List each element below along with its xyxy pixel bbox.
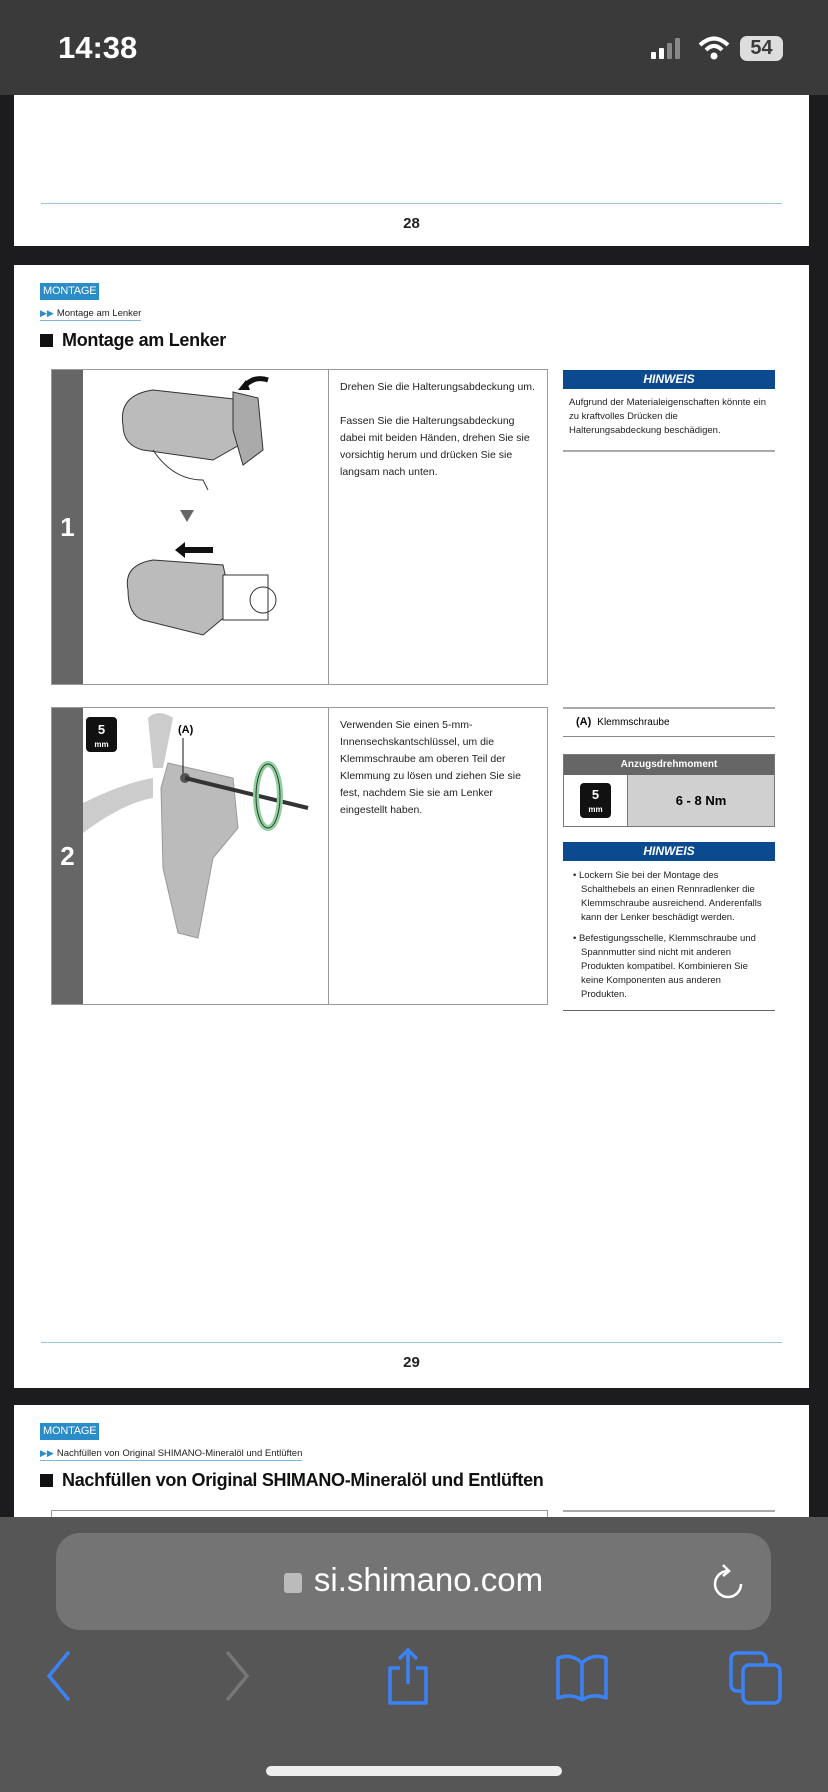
step-number: 1 — [52, 370, 83, 684]
divider — [563, 1510, 775, 1512]
forward-icon[interactable] — [224, 1650, 252, 1702]
parts-legend: (A) Klemmschraube — [563, 709, 775, 737]
page-heading: Nachfüllen von Original SHIMANO-Mineralöl und Entlüften — [40, 1470, 544, 1491]
wifi-icon — [698, 36, 730, 60]
signal-icon — [651, 38, 681, 60]
step-1-notice — [563, 370, 775, 452]
section-badge: MONTAGE — [40, 283, 99, 300]
hinweis-bullet: • Lockern Sie bei der Montage des Schalthebels an einen Rennradlenker die Klemmschraube ausreichend. Anderenfalls kann der Lenker beschädigt werden. — [573, 870, 762, 923]
instruction-text: Fassen Sie die Halterungsabdeckung dabei mit beiden Händen, drehen Sie sie vorsichtig herum und drücken Sie sie langsam nach unten. — [340, 415, 530, 478]
square-bullet-icon — [40, 334, 53, 347]
reload-icon[interactable] — [711, 1563, 745, 1601]
shift-lever-illustration — [83, 708, 329, 1006]
pdf-page-28 — [14, 95, 809, 246]
breadcrumb-link[interactable]: Montage am Lenker — [56, 308, 142, 319]
lever-hood-illustration — [83, 370, 329, 686]
hinweis-header: HINWEIS — [563, 370, 775, 389]
callout-label: (A) — [178, 724, 194, 736]
breadcrumb-link[interactable]: Nachfüllen von Original SHIMANO-Mineralöl und Entlüften — [56, 1448, 303, 1459]
hinweis-text: Aufgrund der Materialeigenschaften könnte ein zu kraftvolles Drücken die Halterungsabdeckung beschädigen. — [569, 397, 766, 436]
hinweis-list — [563, 861, 775, 1010]
step-1-illustration — [83, 370, 329, 684]
page-rule — [41, 1342, 782, 1343]
lock-icon — [284, 1573, 302, 1593]
double-arrow-icon: ▶▶ — [40, 308, 54, 318]
url-display[interactable]: si.shimano.com — [56, 1561, 771, 1599]
step-2-illustration — [83, 708, 329, 1004]
divider — [563, 450, 775, 452]
double-arrow-icon: ▶▶ — [40, 1448, 54, 1458]
torque-value: 6 - 8 Nm — [628, 775, 774, 826]
instruction-text: Verwenden Sie einen 5-mm-Innensechskantschlüssel, um die Klemmschraube am oberen Teil der Klemmung zu lösen und ziehen Sie sie fest, nachdem Sie sie am Lenker eingestellt haben. — [340, 719, 521, 816]
page-heading: Montage am Lenker — [40, 330, 226, 351]
torque-tool-cell — [564, 775, 628, 826]
tabs-icon[interactable] — [729, 1651, 783, 1705]
address-bar[interactable] — [56, 1533, 771, 1630]
hinweis-bullet: • Befestigungsschelle, Klemmschraube und Spannmutter sind nicht mit anderen Produkten kompatibel. Kombinieren Sie keine Komponenten aus anderen Produkten. — [573, 933, 756, 1000]
step-1-text — [340, 379, 541, 498]
step-number: 2 — [52, 708, 83, 1004]
battery-indicator: 54 — [740, 36, 783, 61]
torque-header: Anzugsdrehmoment — [564, 755, 774, 775]
page-number: 29 — [403, 1354, 420, 1371]
step-2-text — [340, 717, 541, 836]
step-2 — [51, 707, 548, 1005]
step-2-notes — [563, 707, 775, 1011]
torque-table — [563, 754, 775, 827]
page-rule — [41, 203, 782, 204]
instruction-text: Drehen Sie die Halterungsabdeckung um. — [340, 381, 535, 393]
pdf-page-29 — [14, 265, 809, 1388]
hex-key-5mm-icon: 5 mm — [86, 717, 117, 752]
hinweis-header: HINWEIS — [563, 842, 775, 861]
breadcrumb[interactable] — [40, 1447, 302, 1461]
step-box — [51, 1510, 548, 1517]
home-indicator — [266, 1766, 562, 1776]
share-icon[interactable] — [386, 1648, 430, 1706]
step-1 — [51, 369, 548, 685]
bookmarks-icon[interactable] — [554, 1653, 610, 1703]
back-icon[interactable] — [44, 1650, 72, 1702]
clock: 14:38 — [58, 30, 138, 65]
breadcrumb[interactable] — [40, 307, 141, 321]
status-bar — [0, 0, 828, 95]
section-badge: MONTAGE — [40, 1423, 99, 1440]
page-number: 28 — [403, 215, 420, 232]
hex-key-5mm-icon: 5 mm — [580, 783, 611, 818]
pdf-page-30 — [14, 1405, 809, 1517]
square-bullet-icon — [40, 1474, 53, 1487]
divider — [563, 1010, 775, 1011]
